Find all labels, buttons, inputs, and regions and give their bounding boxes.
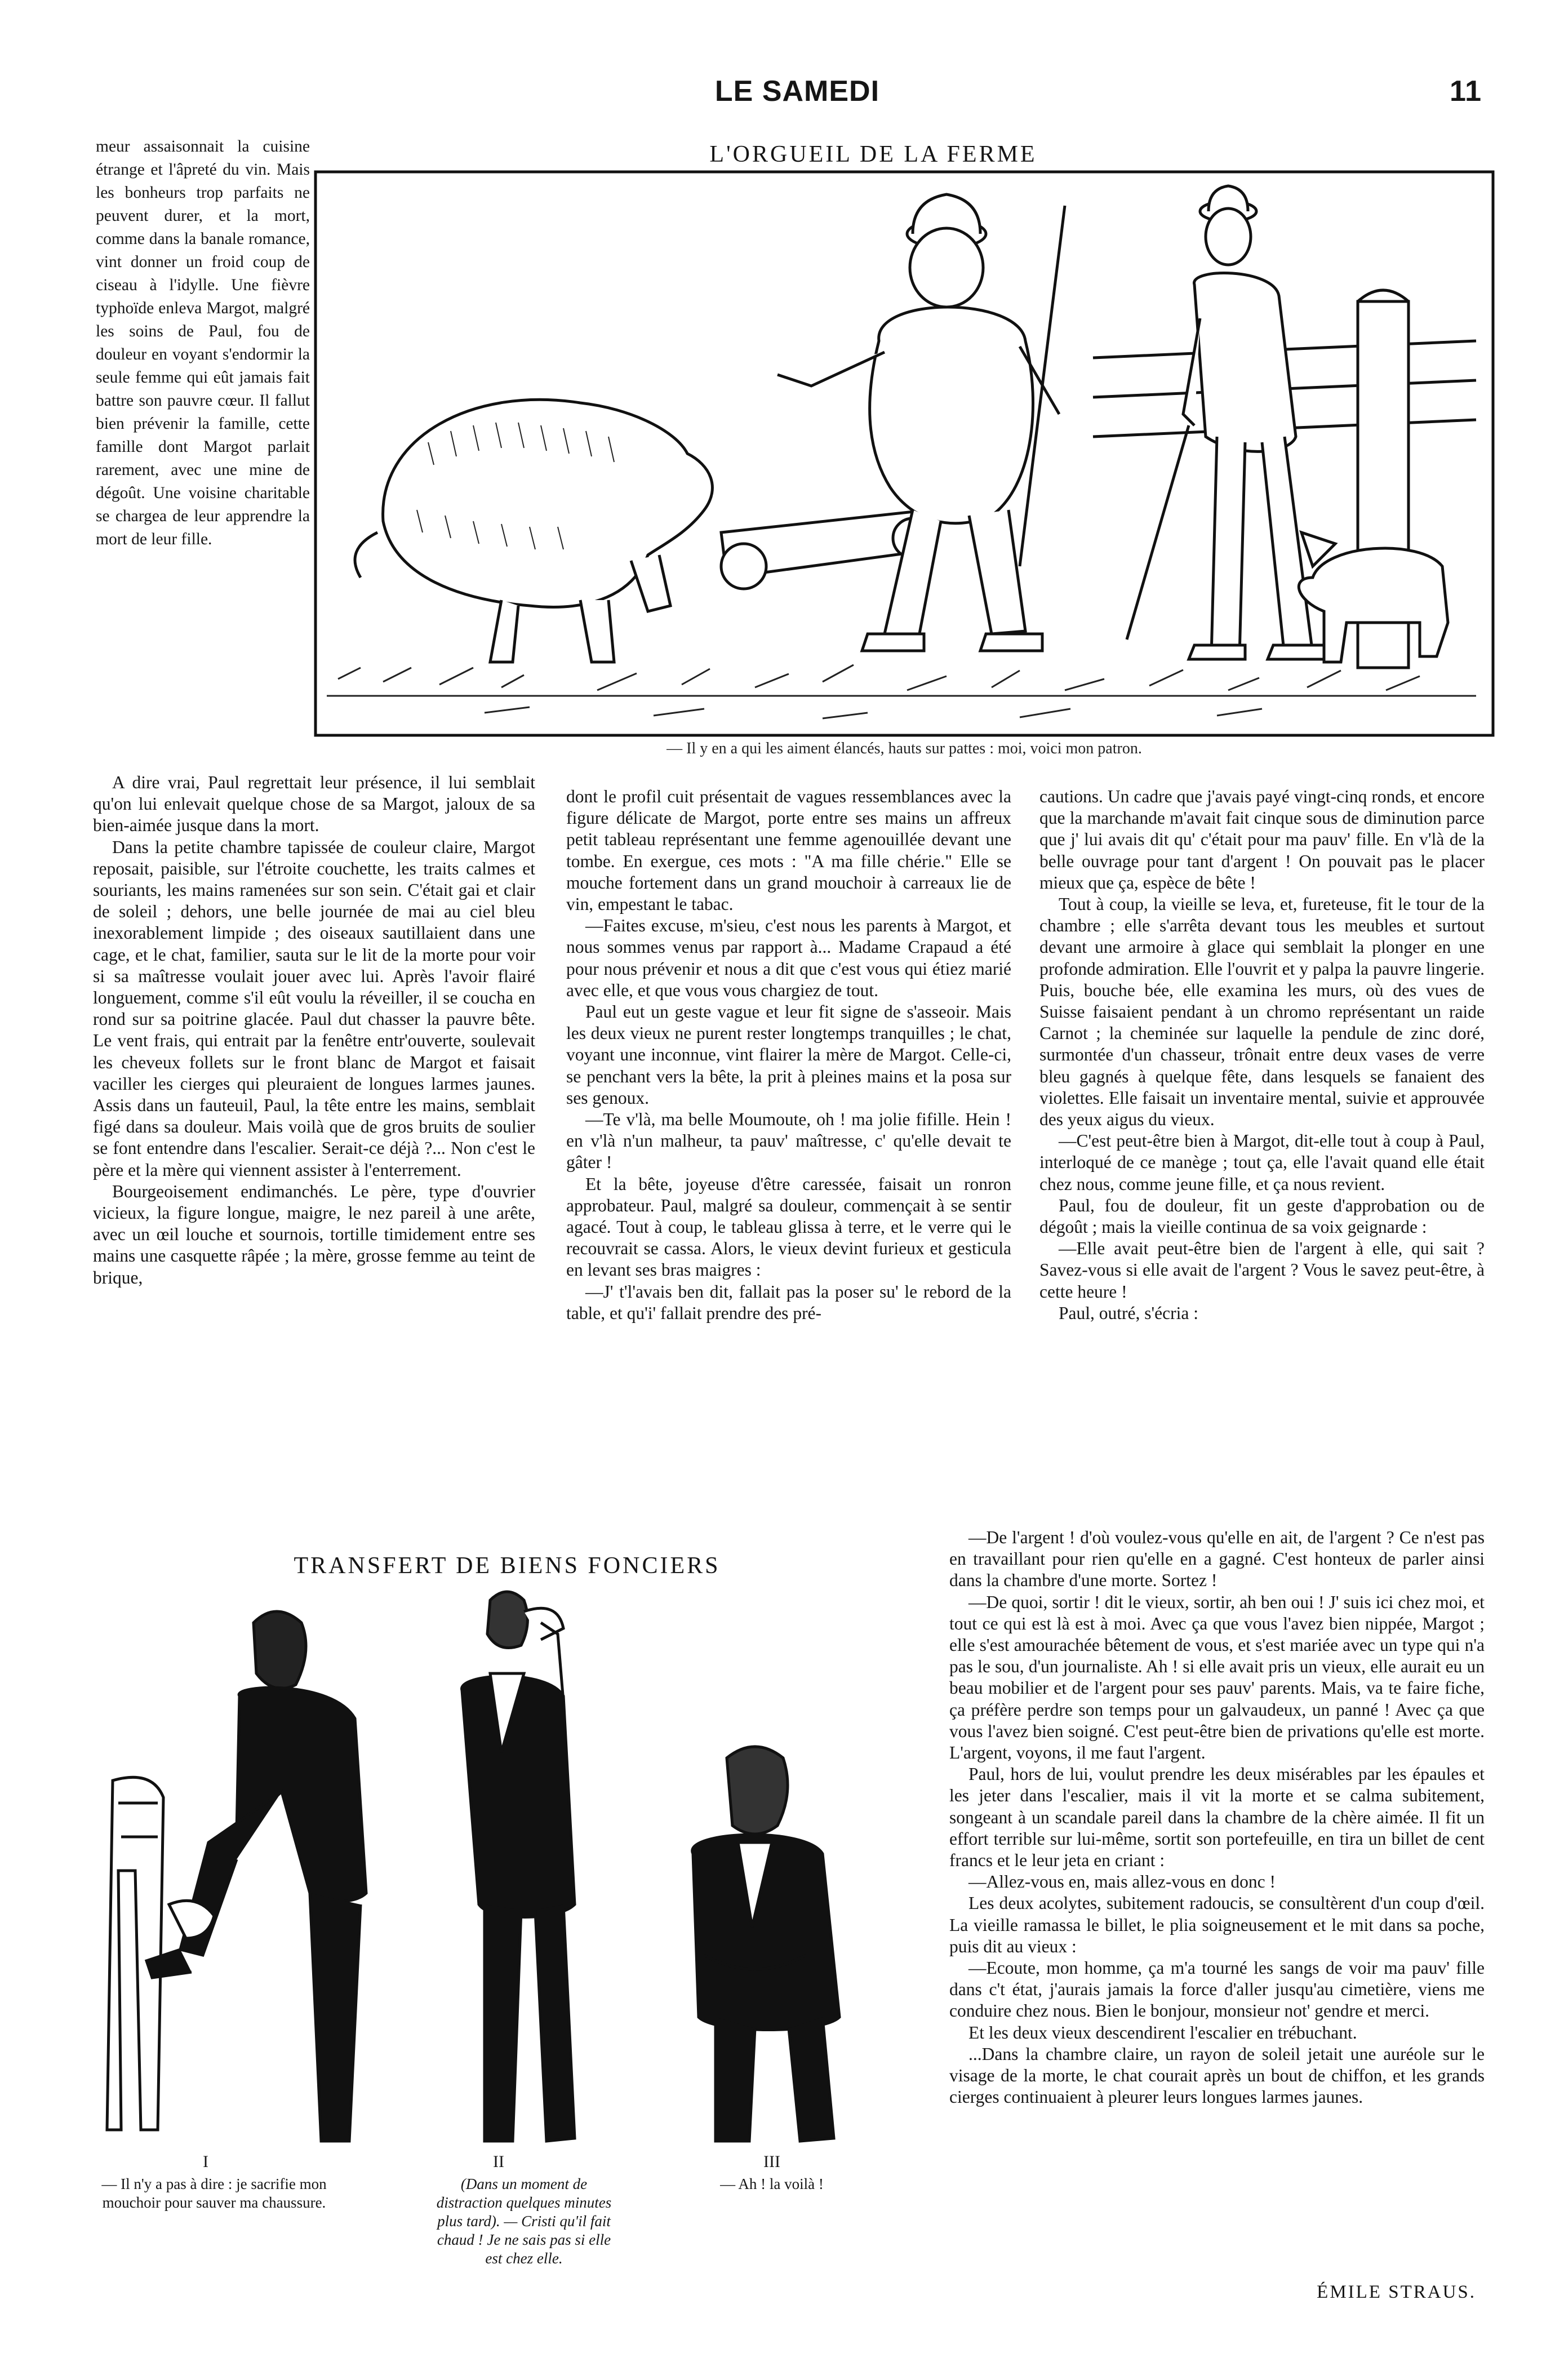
paragraph: ...Dans la chambre claire, un rayon de soleil jetait une auréole sur le visage de la morte, le chat courait après un bout de chiffon, et les grands cierges continuaient à pleurer leurs longues larmes jaunes. bbox=[949, 2044, 1485, 2107]
top-illustration-title: L'ORGUEIL DE LA FERME bbox=[709, 141, 1037, 167]
paragraph: —J' t'l'avais ben dit, fallait pas la poser su' le rebord de la table, et qu'i' fallait prendre des pré- bbox=[566, 1281, 1011, 1323]
paragraph: A dire vrai, Paul regrettait leur présence, il lui semblait qu'on lui enlevait quelque chose de sa Margot, jaloux de sa bien-aimée jusque dans la mort. bbox=[93, 772, 535, 836]
paragraph: Et la bête, joyeuse d'être caressée, faisait un ronron approbateur. Paul, malgré sa douleur, commençait à se sentir agacé. Tout à coup, le tableau glissa à terre, et le verre qui le recouvrait se cassa. Alors, le vieux devint furieux et gesticula en levant ses bras maigres : bbox=[566, 1174, 1011, 1280]
top-illustration bbox=[316, 172, 1493, 735]
paragraph: —Ecoute, mon homme, ça m'a tourné les sangs de voir ma pauv' fille dans c't état, j'aurais jamais la force d'aller jusqu'au cimetière, viens me conduire chez nous. Bien le bonjour, monsieur not' gendre et merci. bbox=[949, 1958, 1485, 2021]
paragraph: Paul, fou de douleur, fit un geste d'approbation ou de dégoût ; mais la vieille continua de sa voix geignarde : bbox=[1039, 1195, 1485, 1237]
panel-numeral: II bbox=[493, 2152, 504, 2171]
narrow-column bbox=[96, 135, 310, 551]
author-signature: ÉMILE STRAUS. bbox=[1317, 2282, 1476, 2302]
paragraph: —Allez-vous en, mais allez-vous en donc ! bbox=[968, 1872, 1276, 1892]
paragraph: Tout à coup, la vieille se leva, et, fureteuse, fit le tour de la chambre ; elle s'arrêta devant tous les meubles et surtout devant une armoire à glace qui semblait la plonger en une profonde admiration. Elle l'ouvrit et y palpa la pauvre lingerie. Puis, bouche bée, elle examina les murs, où des vues de Suisse faisaient pendant à un chromo représentant un raide Carnot ; la cheminée sur laquelle la pendule de zinc doré, surmontée d'un chasseur, trônait entre deux vases de verre bleu gagnés à quelque fête, dans lesquels se fanaient des violettes. Elle faisait un inventaire mental, suivie et approuvée des yeux aigus du vieux. bbox=[1039, 894, 1485, 1130]
paragraph: —De quoi, sortir ! dit le vieux, sortir, ah ben oui ! J' suis ici chez moi, et tout ce qui est là est à moi. Avec ça que vous l'avez bien nippée, Margot ; elle s'est amourachée bêtement de vous, et s'est mariée avec un type qui n'a pas le sou, d'un journaliste. Ah ! si elle avait pris un vieux, elle aurait eu un beau mobilier et de l'argent pour ses pauv' parents. Mais, va te faire fiche, ça préfère perdre son temps pour un galvaudeux, un panné ! Avec ça que vous l'avez bien soigné. C'est peut-être bien de privations qu'elle est morte. L'argent, voyons, il me faut l'argent. bbox=[949, 1592, 1485, 1763]
page-number: 11 bbox=[1450, 75, 1482, 108]
article-column-1 bbox=[93, 772, 535, 1289]
panel-caption: — Ah ! la voilà ! bbox=[720, 2175, 824, 2192]
article-column-3 bbox=[1039, 786, 1485, 1324]
panel-numeral: I bbox=[203, 2152, 208, 2171]
paragraph: dont le profil cuit présentait de vagues ressemblances avec la figure délicate de Margot, porte entre ses mains un affreux petit tableau représentant une femme agenouillée devant une tombe. En exergue, ces mots : "A ma fille chérie." Elle se mouche fortement dans un grand mouchoir à carreaux lie de vin, empestant le tabac. bbox=[566, 787, 1011, 914]
paragraph: cautions. Un cadre que j'avais payé vingt-cinq ronds, et encore que la marchande m'avait fait cinque sous de diminution parce que j' lui avais dit qu' c'était pour ma pauv' fille. En v'là de la belle ouvrage pour tant d'argent ! On pouvait pas le placer mieux que ça, espèce de bête ! bbox=[1039, 787, 1485, 892]
paragraph: Bourgeoisement endimanchés. Le père, type d'ouvrier vicieux, la figure longue, maigre, le nez pareil à une arête, avec un œil louche et sournois, tortille timidement entre ses mains une casquette râpée ; la mère, grosse femme au teint de brique, bbox=[93, 1181, 535, 1287]
bottom-illustration bbox=[96, 1589, 930, 2152]
paragraph: Et les deux vieux descendirent l'escalier en trébuchant. bbox=[968, 2022, 1357, 2042]
paragraph: —Elle avait peut-être bien de l'argent à elle, qui sait ? Savez-vous si elle avait de l'argent ? Vous le savez peut-être, à cette heure ! bbox=[1039, 1238, 1485, 1302]
panel-caption: — Il n'y a pas à dire : je sacrifie mon mouchoir pour sauver ma chaussure. bbox=[101, 2175, 327, 2211]
paragraph: Dans la petite chambre tapissée de couleur claire, Margot reposait, paisible, sur l'étroite couchette, les traits calmes et souriants, les mains ramenées sur son sein. C'était gai et clair de soleil ; dehors, une belle journée de mai au ciel bleu inexorablement limpide ; des oiseaux sautillaient dans une cage, et le chat, familier, sauta sur le lit de la morte pour voir si sa maîtresse voulait jouer avec lui. Après l'avoir flairé longuement, comme s'il eût voulu la réveiller, il se coucha en rond sur sa poitrine glacée. Paul dut chasser la pauvre bête. Le vent frais, qui entrait par la fenêtre entr'ouverte, soulevait les cheveux follets sur le front blanc de Margot et faisait vaciller les cierges qui pleuraient de longues larmes jaunes. Assis dans un fauteuil, Paul, la tête entre les mains, semblait figé dans sa douleur. Mais voilà que de gros bruits de soulier se font entendre dans l'escalier. Serait-ce déjà ?... Non c'est le père et la mère qui viennent assister à l'enterrement. bbox=[93, 837, 535, 1180]
paragraph: Paul, outré, s'écria : bbox=[1059, 1303, 1198, 1323]
top-illustration-caption: — Il y en a qui les aiment élancés, hauts sur pattes : moi, voici mon patron. bbox=[667, 740, 1142, 757]
panel-caption: (Dans un moment de distraction quelques minutes plus tard). — Cristi qu'il fait chaud ! Je ne sais pas si elle est chez elle. bbox=[436, 2175, 612, 2267]
paragraph: —C'est peut-être bien à Margot, dit-elle tout à coup à Paul, interloqué de ce manège ; tout ça, elle l'avait quand elle était chez nous, comme jeune fille, et ça nous revient. bbox=[1039, 1131, 1485, 1194]
article-column-2 bbox=[566, 786, 1011, 1324]
paragraph: meur assaisonnait la cuisine étrange et l'âpreté du vin. Mais les bonheurs trop parfaits ne peuvent durer, et la mort, comme dans la banale romance, vint donner un froid coup de ciseau à l'idylle. Une fièvre typhoïde enleva Margot, malgré les soins de Paul, fou de douleur en voyant s'endormir la seule femme qui eût jamais fait battre son pauvre cœur. Il fallut bien prévenir la famille, cette famille dont Margot parlait rarement, avec une mine de dégoût. Une voisine charitable se chargea de leur apprendre la mort de leur fille. bbox=[96, 137, 310, 548]
running-header: LE SAMEDI bbox=[714, 75, 880, 108]
paragraph: Paul eut un geste vague et leur fit signe de s'asseoir. Mais les deux vieux ne purent rester longtemps tranquilles ; le chat, voyant une inconnue, vint flairer la mère de Margot. Celle-ci, se penchant vers la bête, la prit à pleines mains et la posa sur ses genoux. bbox=[566, 1002, 1011, 1108]
paragraph: —Te v'là, ma belle Moumoute, oh ! ma jolie fifille. Hein ! en v'là n'un malheur, ta pauv' maîtresse, c' qu'elle devait te gâter ! bbox=[566, 1109, 1011, 1173]
paragraph: Paul, hors de lui, voulut prendre les deux misérables par les épaules et les jeter dans l'escalier, mais il vit la morte et se calma subitement, songeant à un scandale pareil dans la chambre de la chère aimée. Il fit un effort terrible sur lui-même, sortit son portefeuille, en tira un billet de cent francs et le leur jeta en criant : bbox=[949, 1764, 1485, 1871]
article-column-3-continued bbox=[949, 1527, 1485, 2108]
paragraph: —Faites excuse, m'sieu, c'est nous les parents à Margot, et nous sommes venus par rapport à... Madame Crapaud a été pour nous prévenir et nous a dit que c'est vous qui étiez marié avec elle, et que vous vous chargiez de tout. bbox=[566, 916, 1011, 1000]
panel-numeral: III bbox=[763, 2152, 780, 2171]
paragraph: Les deux acolytes, subitement radoucis, se consultèrent d'un coup d'œil. La vieille ramassa le billet, le plia soigneusement et le mit dans sa poche, puis dit au vieux : bbox=[949, 1893, 1485, 1956]
paragraph: —De l'argent ! d'où voulez-vous qu'elle en ait, de l'argent ? Ce n'est pas en travaillant pour rien qu'elle en a gagné. C'est honteux de parler ainsi dans la chambre d'une morte. Sortez ! bbox=[949, 1528, 1485, 1591]
bottom-illustration-title: TRANSFERT DE BIENS FONCIERS bbox=[294, 1553, 721, 1579]
